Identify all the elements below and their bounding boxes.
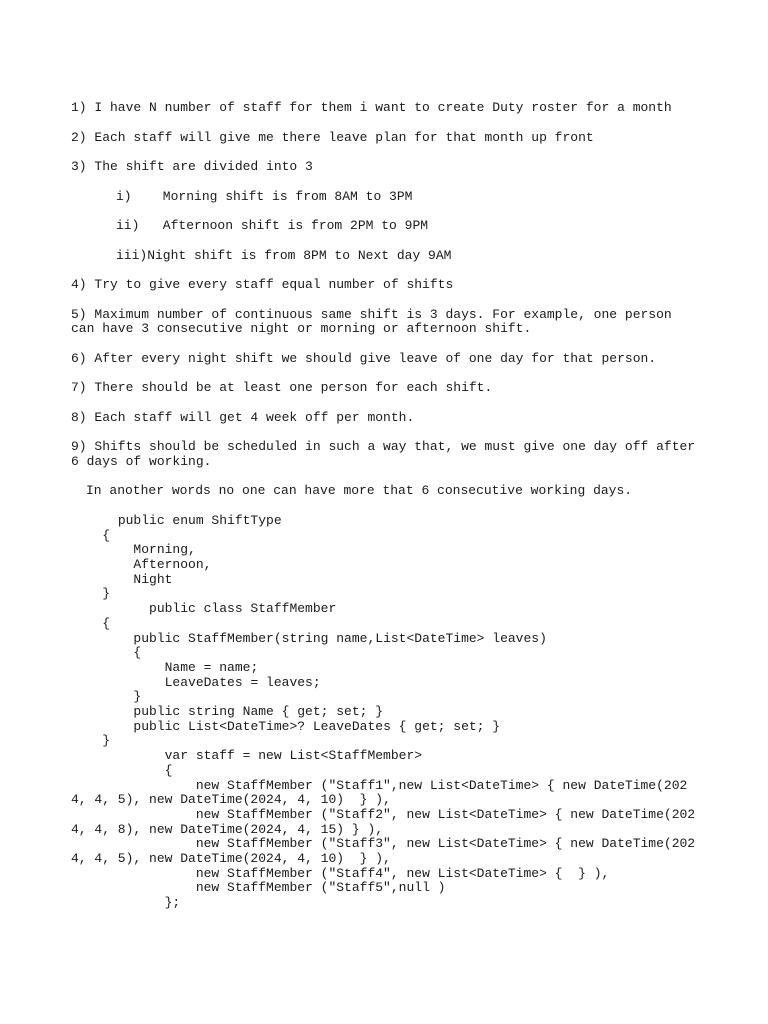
code-line: new StaffMember ("Staff3", new List<DateTime> { new DateTime(2024, 4, 5), new DateTime(2024, 4, 10) } ), [71, 836, 696, 867]
document-body [71, 100, 703, 911]
requirement-9: 9) Shifts should be scheduled in such a way that, we must give one day off after 6 days of working. [71, 439, 703, 469]
shift-night: iii)Night shift is from 8PM to Next day 9AM [116, 247, 452, 263]
requirement-9-clarification: In another words no one can have more that 6 consecutive working days. [86, 483, 633, 499]
code-line: Name = name; [71, 659, 259, 675]
code-line: Morning, [71, 542, 196, 558]
code-line: { [71, 762, 173, 778]
code-line: Night [71, 571, 173, 587]
requirement-5: 5) Maximum number of continuous same shift is 3 days. For example, one person can have 3 consecutive night or morning or afternoon shift. [71, 306, 680, 337]
code-block [71, 514, 696, 911]
code-line: { [71, 527, 111, 543]
code-line: new StaffMember ("Staff2", new List<DateTime> { new DateTime(2024, 4, 8), new DateTime(2024, 4, 15) } ), [71, 806, 696, 837]
shift-morning: i) Morning shift is from 8AM to 3PM [116, 188, 413, 204]
code-line: public string Name { get; set; } [71, 704, 384, 720]
code-line: Afternoon, [71, 557, 212, 573]
code-line: public StaffMember(string name,List<DateTime> leaves) [71, 630, 547, 646]
code-line: } [71, 689, 142, 705]
code-line: new StaffMember ("Staff4", new List<DateTime> { } ), [71, 865, 610, 881]
code-line: } [71, 733, 111, 749]
code-line: { [71, 615, 111, 631]
requirement-4: 4) Try to give every staff equal number of shifts [71, 277, 454, 292]
requirement-7: 7) There should be at least one person for each shift. [71, 380, 493, 396]
requirement-3: 3) The shift are divided into 3 [71, 159, 313, 174]
shift-afternoon: ii) Afternoon shift is from 2PM to 9PM [116, 218, 429, 233]
code-line: public enum ShiftType [71, 512, 282, 528]
code-line: new StaffMember ("Staff1",new List<DateTime> { new DateTime(2024, 4, 5), new DateTime(2024, 4, 10) } ), [71, 777, 688, 808]
code-line: LeaveDates = leaves; [71, 674, 321, 690]
code-line: } [71, 586, 111, 602]
code-line: new StaffMember ("Staff5",null ) [71, 880, 446, 896]
requirement-1: 1) I have N number of staff for them i want to create Duty roster for a month [71, 100, 672, 115]
requirement-8: 8) Each staff will get 4 week off per month. [71, 409, 415, 425]
requirement-2: 2) Each staff will give me there leave plan for that month up front [71, 129, 594, 145]
code-line: public List<DateTime>? LeaveDates { get; set; } [71, 718, 501, 734]
code-line: { [71, 645, 142, 661]
code-line: public class StaffMember [71, 601, 337, 617]
code-line: var staff = new List<StaffMember> [71, 748, 423, 764]
requirement-6: 6) After every night shift we should give leave of one day for that person. [71, 350, 657, 366]
code-line: }; [71, 895, 181, 911]
